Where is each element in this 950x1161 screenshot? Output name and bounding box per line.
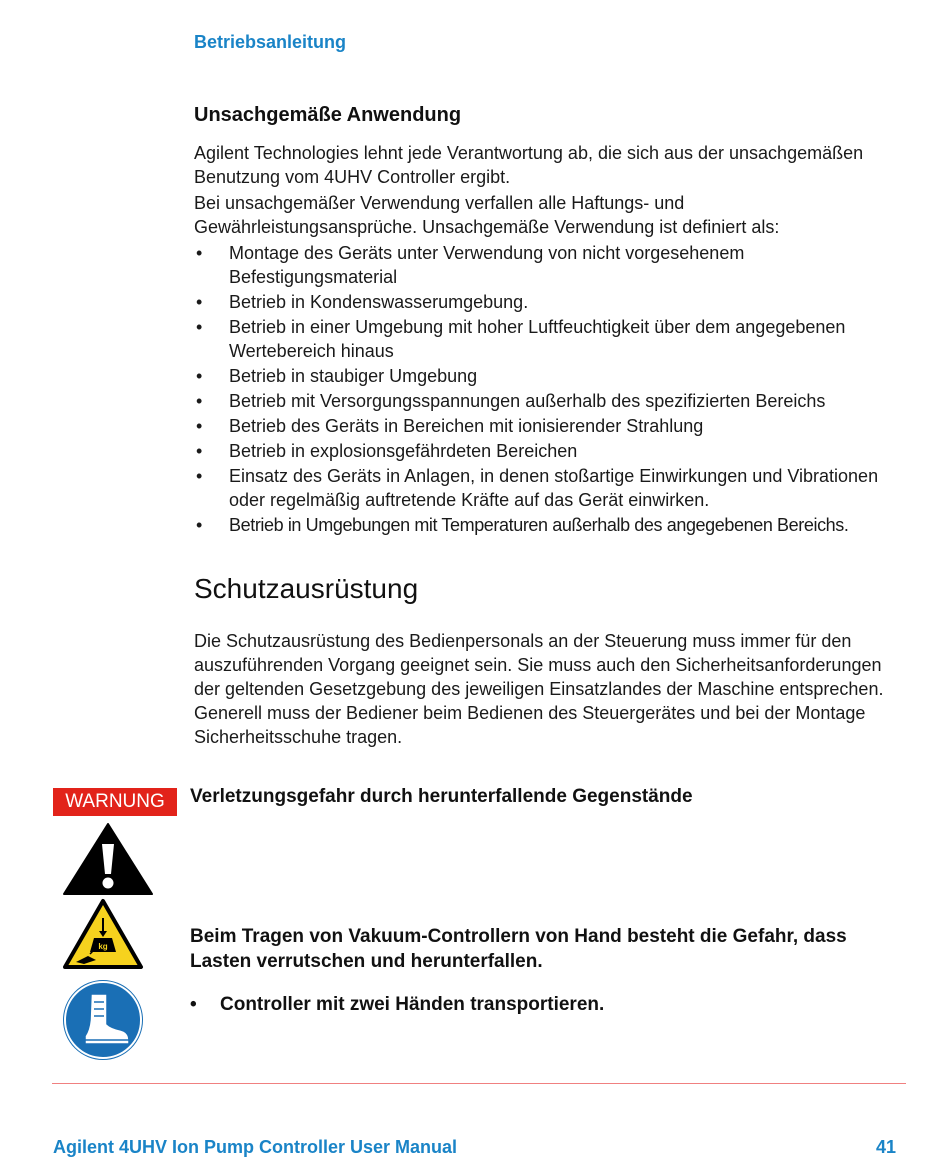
warning-bullet: [190, 994, 604, 1016]
svg-text:kg: kg: [98, 942, 108, 951]
list-item: • Betrieb in Umgebungen mit Temperaturen außerhalb des angegebenen Bereichs.: [194, 513, 904, 537]
warning-title: Verletzungsgefahr durch herunterfallende Gegenstände: [190, 786, 693, 807]
footer-manual-title: Agilent 4UHV Ion Pump Controller User Manual: [53, 1137, 458, 1157]
list-item: • Betrieb mit Versorgungsspannungen außerhalb des spezifizierten Bereichs: [194, 389, 904, 413]
list-item: • Betrieb in einer Umgebung mit hoher Luftfeuchtigkeit über dem angegebenen Wertebereich hinaus: [194, 315, 904, 363]
bullet-dot: •: [190, 994, 197, 1015]
warning-badge: WARNUNG: [53, 788, 177, 816]
running-header: Betriebsanleitung: [194, 32, 347, 52]
misuse-heading: Unsachgemäße Anwendung: [194, 104, 462, 126]
safety-boot-icon: [63, 980, 143, 1060]
exclamation-triangle-icon: [62, 822, 154, 896]
list-item: • Betrieb in staubiger Umgebung: [194, 364, 904, 388]
misuse-list: [194, 241, 904, 537]
misuse-paragraph-1: Agilent Technologies lehnt jede Verantwortung ab, die sich aus der unsachgemäßen Benutzung vom 4UHV Controller ergibt.: [194, 143, 864, 187]
page-number: 41: [875, 1137, 896, 1157]
list-item: • Einsatz des Geräts in Anlagen, in denen stoßartige Einwirkungen und Vibrationen oder regelmäßig auftretende Kräfte auf das Gerät einwirken.: [194, 464, 904, 512]
protection-heading: Schutzausrüstung: [194, 573, 419, 604]
list-item: • Montage des Geräts unter Verwendung von nicht vorgesehenem Befestigungsmaterial: [194, 241, 904, 289]
list-item: • Betrieb in Kondenswasserumgebung.: [194, 290, 904, 314]
list-item: • Betrieb in explosionsgefährdeten Bereichen: [194, 439, 904, 463]
footer-divider: [52, 1083, 906, 1084]
misuse-paragraph-2: Bei unsachgemäßer Verwendung verfallen alle Haftungs- und Gewährleistungsansprüche. Unsachgemäße Verwendung ist definiert als:: [194, 193, 780, 237]
list-item: • Betrieb des Geräts in Bereichen mit ionisierender Strahlung: [194, 414, 904, 438]
warning-text: Beim Tragen von Vakuum-Controllern von Hand besteht die Gefahr, dass Lasten verrutschen und herunterfallen.: [190, 926, 847, 972]
falling-load-icon: [62, 898, 144, 970]
protection-paragraph: Die Schutzausrüstung des Bedienpersonals an der Steuerung muss immer für den auszuführenden Vorgang geeignet sein. Sie muss auch den Sicherheitsanforderungen der geltenden Gesetzgebung des jeweiligen Einsatzlandes der Maschine entsprechen. Generell muss der Bediener beim Bedienen des Steuergerätes und bei der Montage Sicherheitsschuhe tragen.: [194, 631, 884, 747]
main-content: [194, 104, 904, 751]
warning-bullet-text: Controller mit zwei Händen transportieren.: [220, 994, 605, 1015]
